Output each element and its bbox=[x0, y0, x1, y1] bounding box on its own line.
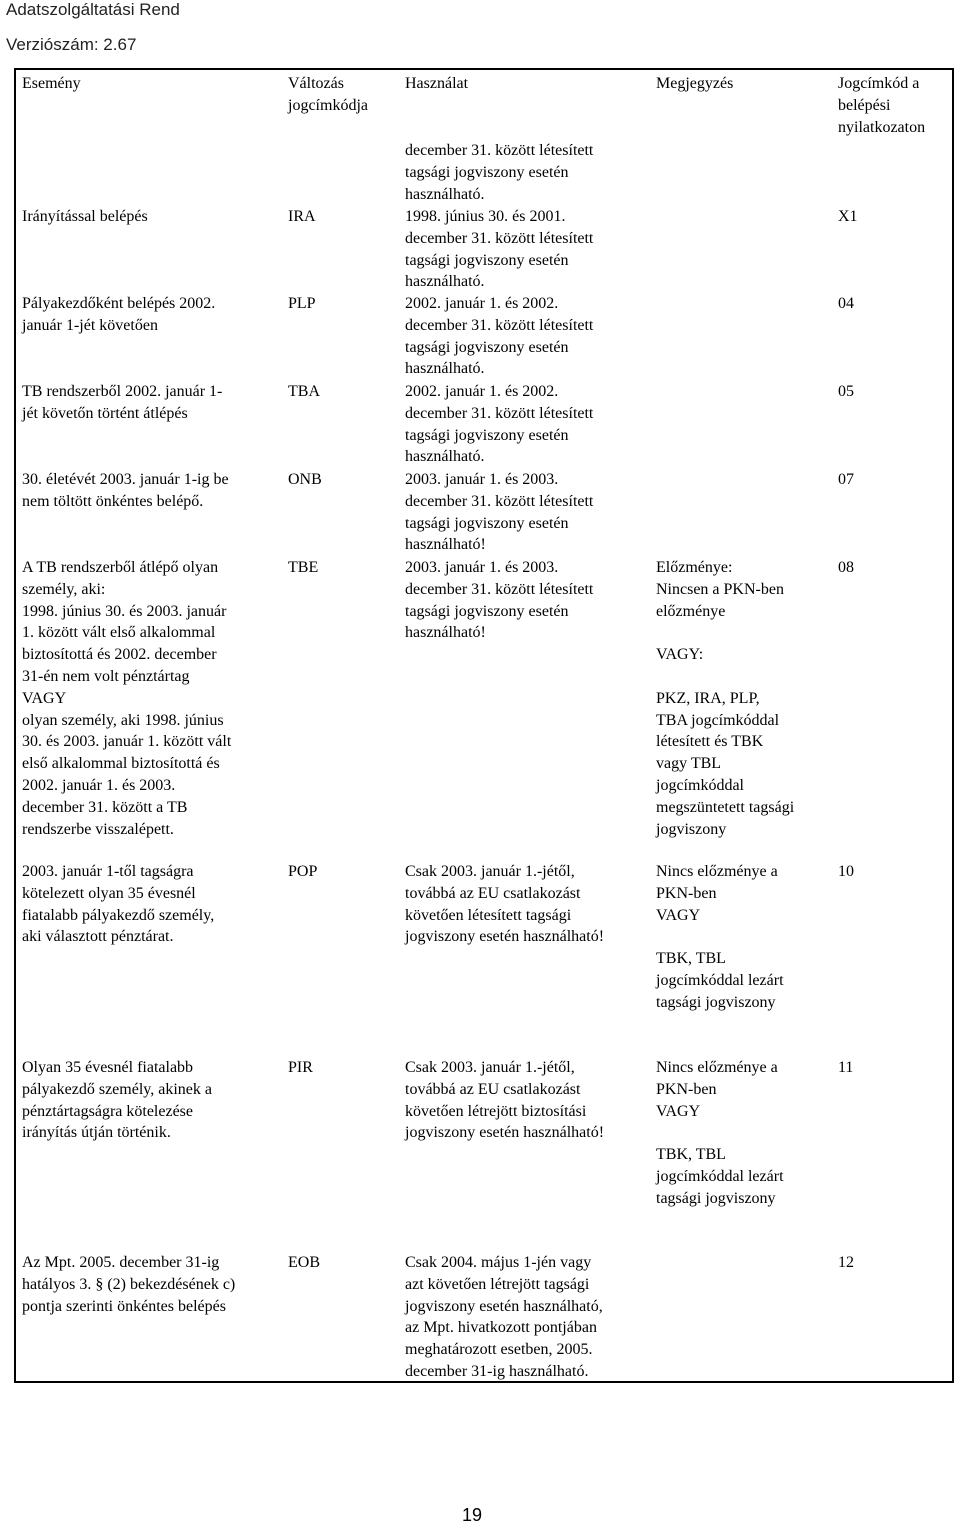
table-row-note: Nincs előzménye a PKN-ben VAGY TBK, TBL jogcímkóddal lezárt tagsági jogviszony bbox=[656, 1059, 784, 1207]
table-row-code: EOB bbox=[288, 1254, 320, 1271]
table-row-entry-code: 10 bbox=[838, 863, 854, 880]
table-row-event: TB rendszerből 2002. január 1- jét követőn történt átlépés bbox=[22, 383, 223, 422]
table-row-note: Nincs előzménye a PKN-ben VAGY TBK, TBL jogcímkóddal lezárt tagsági jogviszony bbox=[656, 863, 784, 1011]
page-number: 19 bbox=[462, 1505, 483, 1525]
document-title: Adatszolgáltatási Rend bbox=[6, 0, 180, 19]
table-row-code: PLP bbox=[288, 295, 316, 312]
table-row-usage: Csak 2004. május 1-jén vagy azt követően létrejött tagsági jogviszony esetén használható, az Mpt. hivatkozott pontjában meghatározott esetben, 2005. december 31-ig használható. bbox=[405, 1254, 603, 1380]
table-row-usage: 2002. január 1. és 2002. december 31. között létesített tagsági jogviszony esetén használható. bbox=[405, 383, 594, 466]
table-row-event: 30. életévét 2003. január 1-ig be nem töltött önkéntes belépő. bbox=[22, 471, 229, 510]
table-row-entry-code: 12 bbox=[838, 1254, 854, 1271]
table-row-code: ONB bbox=[288, 471, 322, 488]
table-row-entry-code: X1 bbox=[838, 208, 858, 225]
table-row-code: TBA bbox=[288, 383, 320, 400]
table-row-code: TBE bbox=[288, 559, 319, 576]
table-row-usage: Csak 2003. január 1.-jétől, továbbá az EU csatlakozást követően létesített tagsági jogviszony esetén használható! bbox=[405, 863, 605, 946]
table-row-entry-code: 07 bbox=[838, 471, 854, 488]
table-row-event: Olyan 35 évesnél fiatalabb pályakezdő személy, akinek a pénztártagságra kötelezése irányítás útján történik. bbox=[22, 1059, 212, 1142]
table-row-usage: 2003. január 1. és 2003. december 31. között létesített tagsági jogviszony esetén használható! bbox=[405, 471, 594, 554]
table-row-code: POP bbox=[288, 863, 318, 880]
table-row-event: Irányítással belépés bbox=[22, 208, 148, 225]
table-row-usage: 2003. január 1. és 2003. december 31. között létesített tagsági jogviszony esetén használható! bbox=[405, 559, 594, 642]
column-header-entry-code: Jogcímkód a belépési nyilatkozaton bbox=[838, 75, 926, 136]
table-row-usage: 2002. január 1. és 2002. december 31. között létesített tagsági jogviszony esetén használható. bbox=[405, 295, 594, 378]
table-row-note: Előzménye: Nincsen a PKN-ben előzménye VAGY: PKZ, IRA, PLP, TBA jogcímkóddal létesített és TBK vagy TBL jogcímkóddal megszüntetett tagsági jogviszony bbox=[656, 559, 795, 838]
table-row-usage: 1998. június 30. és 2001. december 31. között létesített tagsági jogviszony esetén használható. bbox=[405, 208, 594, 291]
table-row-event: Az Mpt. 2005. december 31-ig hatályos 3. § (2) bekezdésének c) pontja szerinti önkéntes belépés bbox=[22, 1254, 236, 1315]
column-header-usage: Használat bbox=[405, 75, 469, 92]
table-row-entry-code: 05 bbox=[838, 383, 854, 400]
table-row-event: 2003. január 1-től tagságra kötelezett olyan 35 évesnél fiatalabb pályakezdő személy, aki választott pénztárat. bbox=[22, 863, 215, 946]
version-number: Verziószám: 2.67 bbox=[6, 35, 137, 54]
table-row-entry-code: 04 bbox=[838, 295, 854, 312]
table-row-entry-code: 11 bbox=[838, 1059, 854, 1076]
column-header-change-code: Változás jogcímkódja bbox=[288, 75, 368, 114]
table-row-code: PIR bbox=[288, 1059, 313, 1076]
table-row-entry-code: 08 bbox=[838, 559, 854, 576]
table-row-code: IRA bbox=[288, 208, 316, 225]
table-row-event: Pályakezdőként belépés 2002. január 1-jét követően bbox=[22, 295, 216, 334]
table-row-usage: Csak 2003. január 1.-jétől, továbbá az EU csatlakozást követően létrejött biztosítási jogviszony esetén használható! bbox=[405, 1059, 605, 1142]
column-header-note: Megjegyzés bbox=[656, 75, 734, 92]
table-row-event: A TB rendszerből átlépő olyan személy, aki: 1998. június 30. és 2003. január 1. között vált első alkalommal biztosítottá és 2002. december 31-én nem volt pénztártag VAGY olyan személy, aki 1998. június 30. és 2003. január 1. között vált első alkalommal biztosítottá és 2002. január 1. és 2003. december 31. között a TB rendszerbe visszalépett. bbox=[22, 559, 232, 838]
column-header-event: Esemény bbox=[22, 75, 81, 92]
usage-continuation: december 31. között létesített tagsági jogviszony esetén használható. bbox=[405, 142, 594, 203]
